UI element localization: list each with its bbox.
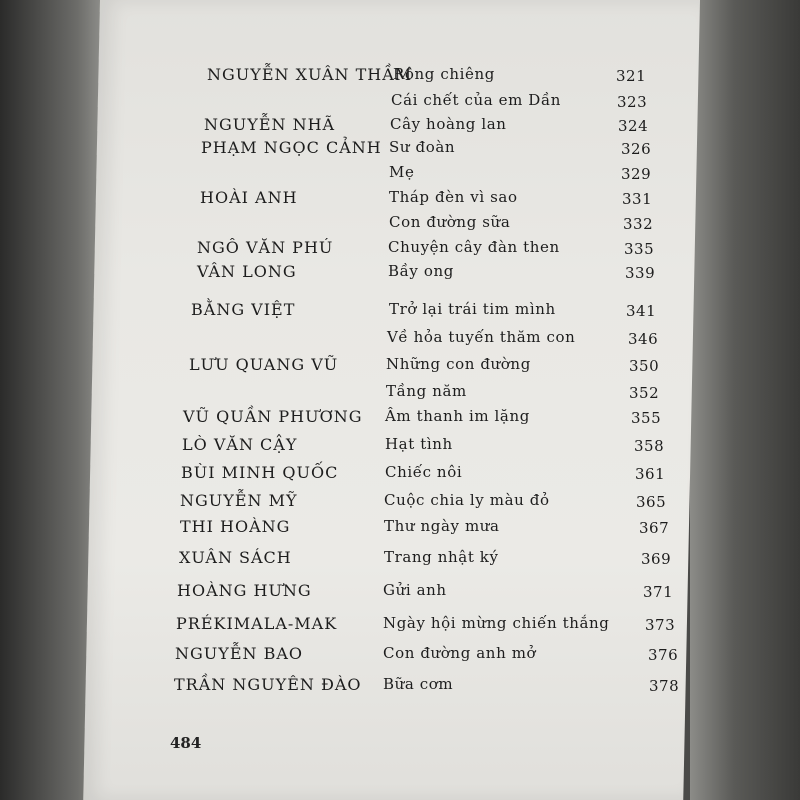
toc-author: VŨ QUẦN PHƯƠNG: [183, 407, 363, 426]
toc-title: Bữa cơm: [383, 675, 454, 693]
toc-page-number: 355: [631, 409, 662, 427]
toc-page-number: 332: [623, 215, 654, 233]
toc-author: VÂN LONG: [197, 262, 297, 281]
toc-title: Con đường sữa: [389, 213, 511, 231]
toc-page-number: 341: [626, 302, 657, 320]
toc-title: Rông chiêng: [393, 65, 495, 83]
toc-author: NGUYỄN MỸ: [180, 491, 298, 510]
toc-title: Về hỏa tuyến thăm con: [387, 328, 576, 346]
toc-page-number: 361: [635, 465, 666, 483]
toc-author: NGUYỄN BAO: [175, 644, 304, 663]
toc-title: Tầng năm: [386, 382, 467, 400]
toc-page-number: 365: [636, 493, 667, 511]
toc-title: Chiếc nôi: [385, 463, 463, 481]
toc-page-number: 352: [629, 384, 660, 402]
toc-title: Sư đoàn: [389, 138, 456, 156]
toc-author: BẰNG VIỆT: [191, 300, 296, 319]
toc-page-number: 324: [618, 117, 649, 135]
toc-page-number: 321: [616, 67, 647, 85]
toc-page-number: 323: [617, 93, 648, 111]
toc-author: XUÂN SÁCH: [179, 548, 292, 567]
toc-author: LƯU QUANG VŨ: [189, 355, 339, 374]
toc-title: Gửi anh: [383, 581, 447, 599]
toc-page-number: 358: [634, 437, 665, 455]
toc-title: Cuộc chia ly màu đỏ: [384, 491, 550, 509]
toc-page-number: 371: [643, 583, 674, 601]
toc-author: TRẦN NGUYÊN ĐÀO: [174, 675, 362, 694]
toc-author: HOÀNG HƯNG: [177, 581, 312, 600]
toc-title: Trang nhật ký: [384, 548, 499, 566]
toc-page-number: 378: [649, 677, 680, 695]
toc-author: NGUYỄN NHÃ: [204, 115, 336, 134]
toc-title: Những con đường: [386, 355, 531, 373]
toc-author: BÙI MINH QUỐC: [181, 463, 339, 482]
toc-page-number: 350: [629, 357, 660, 375]
toc-title: Hạt tình: [385, 435, 453, 453]
toc-page-number: 373: [645, 616, 676, 634]
toc-title: Trở lại trái tim mình: [389, 300, 556, 318]
toc-author: HOÀI ANH: [200, 188, 298, 207]
toc-title: Bầy ong: [388, 262, 454, 280]
toc-author: PRÉKIMALA-MAK: [176, 614, 338, 633]
toc-title: Cái chết của em Dần: [391, 91, 561, 109]
toc-page-number: 376: [648, 646, 679, 664]
toc-title: Thư ngày mưa: [384, 517, 500, 535]
toc-title: Mẹ: [389, 163, 415, 181]
toc-page-number: 367: [639, 519, 670, 537]
toc-page-number: 346: [628, 330, 659, 348]
toc-title: Cây hoàng lan: [390, 115, 507, 133]
toc-author: NGUYỄN XUÂN THẦM: [207, 65, 413, 84]
toc-page-number: 329: [621, 165, 652, 183]
toc-title: Ngày hội mừng chiến thắng: [383, 614, 610, 632]
toc-title: Con đường anh mở: [383, 644, 537, 662]
toc-page-number: 369: [641, 550, 672, 568]
toc-page-number: 335: [624, 240, 655, 258]
toc-page-number: 331: [622, 190, 653, 208]
toc-title: Tháp đèn vì sao: [389, 188, 518, 206]
toc-page-number: 339: [625, 264, 656, 282]
toc-author: LÒ VĂN CẬY: [182, 435, 298, 454]
page-number-folio: 484: [170, 734, 202, 752]
toc-author: THI HOÀNG: [180, 517, 291, 536]
toc-title: Âm thanh im lặng: [385, 407, 530, 425]
toc-title: Chuyện cây đàn then: [388, 238, 560, 256]
background-right: [690, 0, 800, 800]
toc-author: NGÔ VĂN PHÚ: [197, 238, 334, 257]
toc-page-number: 326: [621, 140, 652, 158]
toc-author: PHẠM NGỌC CẢNH: [201, 138, 382, 157]
